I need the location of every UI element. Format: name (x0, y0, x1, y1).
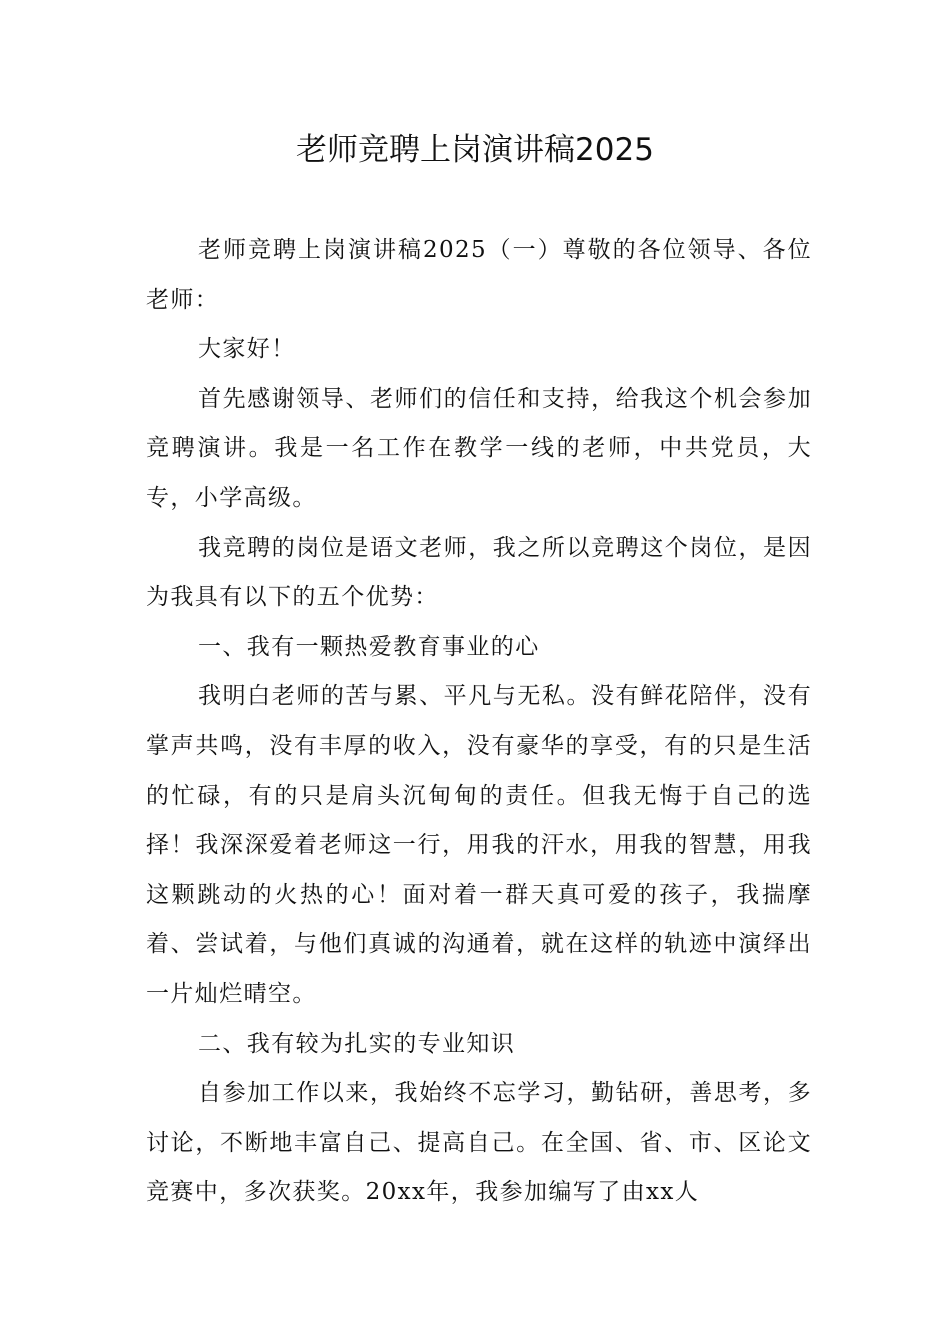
section-heading-1: 一、我有一颗热爱教育事业的心 (198, 633, 540, 660)
document-body (146, 226, 812, 1218)
section-heading-2: 二、我有较为扎实的专业知识 (198, 1030, 516, 1057)
paragraph-section-2: 自参加工作以来，我始终不忘学习，勤钻研，善思考，多讨论，不断地丰富自己、提高自己。在全国、省、市、区论文竞赛中，多次获奖。20xx年，我参加编写了由xx人 (146, 1080, 812, 1206)
paragraph-opening: 老师竞聘上岗演讲稿2025（一）尊敬的各位领导、各位老师： (146, 237, 812, 313)
paragraph-greeting: 大家好！ (198, 336, 296, 363)
paragraph-thanks: 首先感谢领导、老师们的信任和支持，给我这个机会参加竞聘演讲。我是一名工作在教学一线的老师，中共党员，大专，小学高级。 (146, 385, 812, 511)
paragraph-section-1: 我明白老师的苦与累、平凡与无私。没有鲜花陪伴，没有掌声共鸣，没有丰厚的收入，没有豪华的享受，有的只是生活的忙碌，有的只是肩头沉甸甸的责任。但我无悔于自己的选择！我深深爱着老师这一行，用我的汗水，用我的智慧，用我这颗跳动的火热的心！面对着一群天真可爱的孩子，我揣摩着、尝试着，与他们真诚的沟通着，就在这样的轨迹中演绎出一片灿烂晴空。 (146, 683, 812, 1007)
document-title: 老师竞聘上岗演讲稿2025 (296, 132, 654, 168)
paragraph-position: 我竞聘的岗位是语文老师，我之所以竞聘这个岗位，是因为我具有以下的五个优势： (146, 534, 812, 611)
